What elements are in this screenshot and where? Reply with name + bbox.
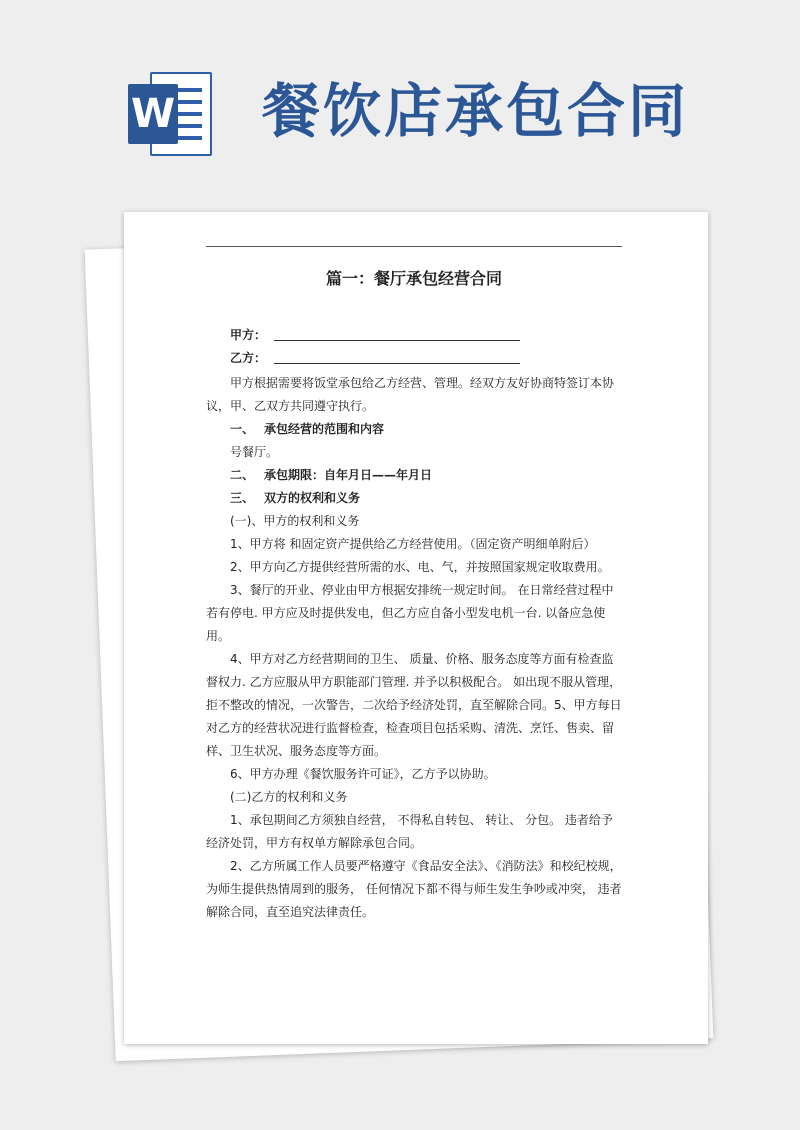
clause-a3: 3、餐厅的开业、停业由甲方根据安排统一规定时间。 在日常经营过程中若有停电. 甲方应及时提供发电，但乙方应自备小型发电机一台. 以备应急使用。 [206, 583, 614, 643]
section-2-title: 承包期限：自年月日——年月日 [264, 468, 433, 482]
clause-b2: 2、乙方所属工作人员要严格遵守《食品安全法》、《消防法》和校纪校规，为师生提供热情周到的服务， 任何情况下都不得与师生发生争吵或冲突， 违者解除合同，直至追究法律责任。 [206, 859, 622, 919]
section-1-heading [206, 418, 622, 441]
contract-body [206, 372, 622, 924]
subsection-1-heading: (一)、甲方的权利和义务 [230, 514, 360, 528]
party-b-label: 乙方： [230, 351, 267, 365]
header-rule [206, 246, 622, 247]
section-2-number: 二、 [230, 468, 255, 482]
word-icon-letter: W [128, 84, 178, 144]
section-1-number: 一、 [230, 422, 255, 436]
intro-paragraph: 甲方根据需要将饭堂承包给乙方经营、管理。经双方友好协商特签订本协议，甲、乙双方共同遵守执行。 [206, 376, 615, 413]
chapter-heading: 篇一：餐厅承包经营合同 [325, 269, 502, 288]
party-a-label: 甲方： [230, 328, 267, 342]
party-b-row [230, 349, 520, 366]
clause-a4: 4、甲方对乙方经营期间的卫生、 质量、价格、服务态度等方面有检查监督权力. 乙方应服从甲方职能部门管理. 并予以积极配合。 如出现不服从管理， 拒不整改的情况，一次警告，二次给予经济处罚，直至解除合同。5、甲方每日对乙方的经营状况进行监督检查，检查项目包括采购、清洗、烹饪、售卖、留样、卫生状况、服务态度等方面。 [206, 652, 622, 758]
party-a-blank-line [274, 328, 520, 341]
party-a-row [230, 326, 520, 343]
party-b-blank-line [274, 351, 520, 364]
clause-a2: 2、甲方向乙方提供经营所需的水、电、气，并按照国家规定收取费用。 [230, 560, 610, 574]
section-1-title: 承包经营的范围和内容 [264, 422, 385, 436]
section-3-number: 三、 [230, 491, 255, 505]
header-banner [0, 0, 800, 200]
section-3-title: 双方的权利和义务 [264, 491, 361, 505]
word-document-icon [128, 72, 212, 156]
section-2-heading [206, 464, 622, 487]
clause-a6: 6、甲方办理《餐饮服务许可证》，乙方予以协助。 [230, 767, 496, 781]
subsection-2-heading: (二)乙方的权利和义务 [230, 790, 348, 804]
clause-a1: 1、甲方将 和固定资产提供给乙方经营使用。（固定资产明细单附后） [230, 537, 596, 551]
document-page [124, 212, 708, 1044]
clause-b1: 1、承包期间乙方须独自经营， 不得私自转包、 转让、 分包。 违者给予经济处罚，甲方有权单方解除承包合同。 [206, 813, 613, 850]
section-3-heading [206, 487, 622, 510]
document-title: 餐饮店承包合同 [262, 77, 690, 145]
section-1-text: 号餐厅。 [230, 445, 279, 459]
